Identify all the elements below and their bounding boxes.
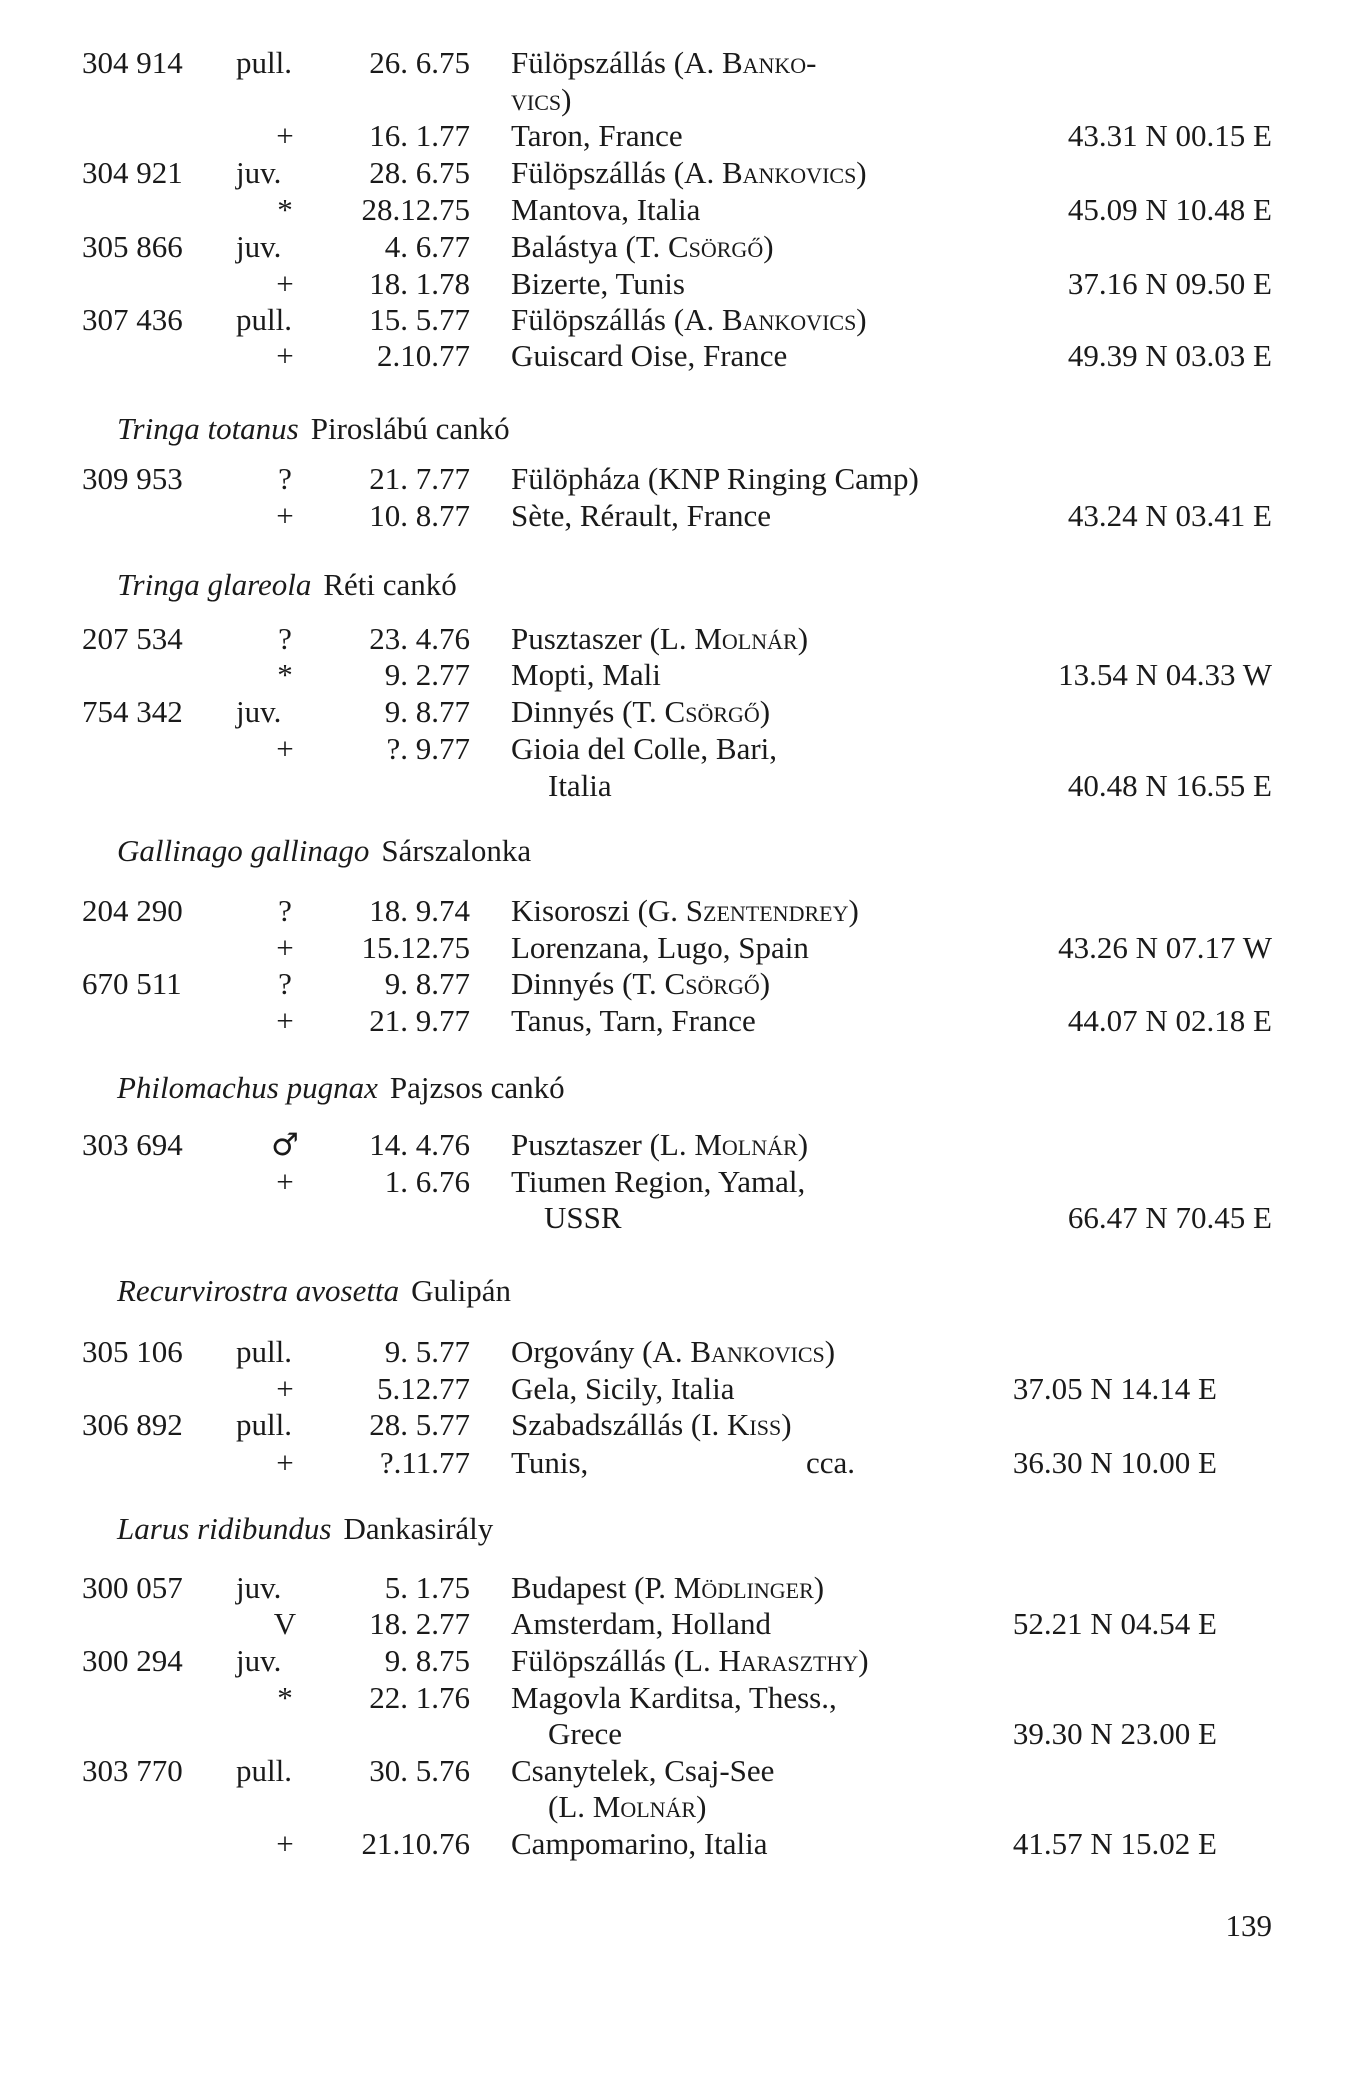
recovery-date: 16. 1.77: [369, 118, 470, 153]
record-line: [0, 1753, 1369, 1789]
recovery-line: [0, 118, 1369, 154]
ring-number: 670 511: [82, 966, 182, 1001]
recovery-line: [0, 731, 1369, 767]
coordinates: 43.26 N 07.17 W: [1058, 930, 1272, 965]
status-symbol: +: [276, 1164, 294, 1199]
ringing-place: Csanytelek, Csaj-See: [511, 1753, 775, 1788]
record-line: [0, 694, 1369, 730]
recovery-line: [0, 1680, 1369, 1716]
record-line: [0, 461, 1369, 497]
recovery-place: Taron, France: [511, 118, 683, 153]
coordinates: 49.39 N 03.03 E: [1067, 338, 1272, 373]
observer-name: Banko-: [721, 45, 817, 80]
coordinates: 45.09 N 10.48 E: [1067, 192, 1272, 227]
ringing-place: Fülöpszállás (A. Banko-: [511, 45, 817, 80]
coordinates: 43.31 N 00.15 E: [1067, 118, 1272, 153]
status-symbol: ?: [278, 893, 292, 928]
observer-name: Bankovics): [690, 1334, 836, 1369]
coordinates: 39.30 N 23.00 E: [1012, 1716, 1217, 1751]
coordinates: 40.48 N 16.55 E: [1067, 768, 1272, 803]
species-heading: [117, 410, 510, 448]
ringing-date: 9. 8.77: [384, 966, 470, 1001]
ringing-date: 23. 4.76: [369, 621, 470, 656]
ringing-date: 14. 4.76: [369, 1127, 470, 1162]
status-symbol: +: [276, 1003, 294, 1038]
coordinates: 36.30 N 10.00 E: [1012, 1445, 1217, 1480]
recovery-date: 18. 1.78: [369, 266, 470, 301]
ring-number: 309 953: [82, 461, 183, 496]
coordinates: 13.54 N 04.33 W: [1058, 657, 1272, 692]
ring-number: 754 342: [82, 694, 183, 729]
species-hungarian-name: Dankasirály: [343, 1511, 494, 1546]
record-line: [0, 229, 1369, 265]
species-heading: [117, 1069, 565, 1107]
species-latin-name: Philomachus pugnax: [117, 1070, 378, 1105]
page-number: 139: [1225, 1908, 1272, 1943]
recovery-place: Gioia del Colle, Bari,: [511, 731, 778, 766]
ringing-date: 30. 5.76: [369, 1753, 470, 1788]
recovery-line: [0, 1445, 1369, 1481]
ringing-place: Fülöpszállás (L. Haraszthy): [511, 1643, 869, 1678]
record-line: [0, 155, 1369, 191]
species-latin-name: Tringa glareola: [117, 567, 312, 602]
observer-name: Csörgő): [664, 966, 771, 1001]
status-symbol: +: [276, 118, 294, 153]
age-label: juv.: [236, 1570, 282, 1605]
status-symbol: +: [276, 338, 294, 373]
recovery-line: [0, 1826, 1369, 1862]
recovery-date: 21. 9.77: [369, 1003, 470, 1038]
age-label: pull.: [236, 302, 292, 337]
ringing-date: 28. 6.75: [369, 155, 470, 190]
recovery-date: 28.12.75: [361, 192, 470, 227]
ringing-place: (L. Molnár): [548, 1789, 707, 1824]
ringing-place: Szabadszállás (I. Kiss): [511, 1407, 792, 1442]
observer-name: vics): [511, 82, 572, 117]
recovery-place: Sète, Rérault, France: [511, 498, 771, 533]
recovery-place: Amsterdam, Holland: [511, 1606, 772, 1641]
observer-name: Molnár): [592, 1789, 707, 1824]
recovery-date: 5.12.77: [377, 1371, 470, 1406]
recovery-date: 15.12.75: [361, 930, 470, 965]
species-latin-name: Larus ridibundus: [117, 1511, 332, 1546]
age-label: juv.: [236, 155, 282, 190]
recovery-date: 18. 2.77: [369, 1606, 470, 1641]
ring-number: 304 921: [82, 155, 183, 190]
recovery-date: 10. 8.77: [369, 498, 470, 533]
recovery-date: 9. 2.77: [384, 657, 470, 692]
species-hungarian-name: Sárszalonka: [381, 833, 532, 868]
record-line: [0, 621, 1369, 657]
recovery-line: [0, 266, 1369, 302]
record-line: [0, 1570, 1369, 1606]
status-symbol: +: [276, 1826, 294, 1861]
species-heading: [117, 1272, 511, 1310]
age-label: juv.: [236, 1643, 282, 1678]
record-line: [0, 893, 1369, 929]
species-hungarian-name: Réti cankó: [323, 567, 457, 602]
status-symbol: *: [277, 657, 293, 692]
age-label: pull.: [236, 1407, 292, 1442]
ringing-place: Pusztaszer (L. Molnár): [511, 621, 809, 656]
recovery-place: Guiscard Oise, France: [511, 338, 788, 373]
recovery-line: [0, 338, 1369, 374]
ring-number: 204 290: [82, 893, 183, 928]
ring-number: 300 057: [82, 1570, 183, 1605]
ringing-date: 18. 9.74: [369, 893, 470, 928]
species-heading: [117, 566, 457, 604]
record-line: [0, 1789, 1369, 1825]
ringing-date: 5. 1.75: [384, 1570, 470, 1605]
observer-name: Mödlinger): [673, 1570, 825, 1605]
coordinates: 44.07 N 02.18 E: [1067, 1003, 1272, 1038]
ringing-date: 15. 5.77: [369, 302, 470, 337]
record-line: [0, 1407, 1369, 1443]
species-latin-name: Tringa totanus: [117, 411, 299, 446]
ring-number: 303 694: [82, 1127, 183, 1162]
ringing-place: Fülöpszállás (A. Bankovics): [511, 302, 867, 337]
ringing-date: 9. 8.75: [384, 1643, 470, 1678]
ring-number: 207 534: [82, 621, 183, 656]
ring-number: 306 892: [82, 1407, 183, 1442]
ringing-date: 9. 5.77: [384, 1334, 470, 1369]
approx-note: cca.: [806, 1445, 856, 1480]
ringing-place: Orgovány (A. Bankovics): [511, 1334, 836, 1369]
recovery-place: USSR: [544, 1200, 622, 1235]
age-label: juv.: [236, 694, 282, 729]
recovery-line: [0, 1606, 1369, 1642]
age-label: juv.: [236, 229, 282, 264]
observer-name: Bankovics): [721, 302, 867, 337]
age-label: pull.: [236, 1753, 292, 1788]
observer-name: Kiss): [727, 1407, 792, 1442]
ringing-date: 4. 6.77: [384, 229, 470, 264]
recovery-place: Grece: [548, 1716, 622, 1751]
recovery-place: Tunis,: [511, 1445, 589, 1480]
male-icon: ♂: [271, 1127, 299, 1163]
ringing-place: Budapest (P. Mödlinger): [511, 1570, 825, 1605]
ringing-place: Pusztaszer (L. Molnár): [511, 1127, 809, 1162]
species-latin-name: Recurvirostra avosetta: [117, 1273, 400, 1308]
coordinates: 52.21 N 04.54 E: [1012, 1606, 1217, 1641]
coordinates: 37.16 N 09.50 E: [1067, 266, 1272, 301]
species-hungarian-name: Piroslábú cankó: [310, 411, 510, 446]
recovery-place: Lorenzana, Lugo, Spain: [511, 930, 809, 965]
observer-name: Haraszthy): [718, 1643, 869, 1678]
status-symbol: ?: [278, 461, 292, 496]
ring-number: 303 770: [82, 1753, 183, 1788]
coordinates: 43.24 N 03.41 E: [1067, 498, 1272, 533]
ringing-place: Dinnyés (T. Csörgő): [511, 694, 771, 729]
record-line: [0, 302, 1369, 338]
status-symbol: *: [277, 1680, 293, 1715]
ringing-date: 26. 6.75: [369, 45, 470, 80]
recovery-date: 22. 1.76: [369, 1680, 470, 1715]
observer-name: Bankovics): [721, 155, 867, 190]
recovery-line: [0, 498, 1369, 534]
recovery-place: Mopti, Mali: [511, 657, 661, 692]
recovery-line: [0, 1200, 1369, 1236]
recovery-place: Campomarino, Italia: [511, 1826, 768, 1861]
observer-name: Molnár): [694, 1127, 809, 1162]
status-symbol: +: [276, 1445, 294, 1480]
status-symbol: V: [273, 1606, 297, 1641]
recovery-place: Italia: [548, 768, 612, 803]
ring-number: 305 866: [82, 229, 183, 264]
coordinates: 37.05 N 14.14 E: [1012, 1371, 1217, 1406]
record-line: [0, 82, 1369, 118]
record-line: [0, 1334, 1369, 1370]
ringing-place: Kisoroszi (G. Szentendrey): [511, 893, 859, 928]
ring-number: 300 294: [82, 1643, 183, 1678]
recovery-date: ?. 9.77: [386, 731, 470, 766]
status-symbol: *: [277, 192, 293, 227]
record-line: [0, 966, 1369, 1002]
ringing-place: Fülöpszállás (A. Bankovics): [511, 155, 867, 190]
observer-name: Molnár): [694, 621, 809, 656]
recovery-line: [0, 1371, 1369, 1407]
species-hungarian-name: Pajzsos cankó: [389, 1070, 565, 1105]
recovery-line: [0, 657, 1369, 693]
status-symbol: +: [276, 1371, 294, 1406]
recovery-line: [0, 1716, 1369, 1752]
recovery-place: Bizerte, Tunis: [511, 266, 685, 301]
ringing-date: 9. 8.77: [384, 694, 470, 729]
status-symbol: +: [276, 498, 294, 533]
ringing-place: Dinnyés (T. Csörgő): [511, 966, 771, 1001]
recovery-place: Gela, Sicily, Italia: [511, 1371, 735, 1406]
ringing-date: 21. 7.77: [369, 461, 470, 496]
ringing-date: 28. 5.77: [369, 1407, 470, 1442]
recovery-date: 21.10.76: [361, 1826, 470, 1861]
species-hungarian-name: Gulipán: [411, 1273, 511, 1308]
species-latin-name: Gallinago gallinago: [117, 833, 370, 868]
recovery-place: Magovla Karditsa, Thess.,: [511, 1680, 837, 1715]
status-symbol: ?: [278, 966, 292, 1001]
status-symbol: +: [276, 266, 294, 301]
recovery-line: [0, 1164, 1369, 1200]
recovery-line: [0, 930, 1369, 966]
observer-name: Szentendrey): [685, 893, 859, 928]
recovery-date: ?.11.77: [379, 1445, 470, 1480]
recovery-date: 1. 6.76: [384, 1164, 470, 1199]
recovery-line: [0, 768, 1369, 804]
recovery-line: [0, 1003, 1369, 1039]
ring-number: 305 106: [82, 1334, 183, 1369]
ringing-place: Fülöpháza (KNP Ringing Camp): [511, 461, 919, 496]
age-label: pull.: [236, 1334, 292, 1369]
recovery-place: Mantova, Italia: [511, 192, 701, 227]
status-symbol: +: [276, 930, 294, 965]
age-label: pull.: [236, 45, 292, 80]
observer-name: Csörgő): [664, 694, 771, 729]
coordinates: 41.57 N 15.02 E: [1012, 1826, 1217, 1861]
coordinates: 66.47 N 70.45 E: [1067, 1200, 1272, 1235]
species-heading: [117, 1510, 493, 1548]
recovery-place: Tanus, Tarn, France: [511, 1003, 756, 1038]
status-symbol: ?: [278, 621, 292, 656]
recovery-date: 2.10.77: [377, 338, 470, 373]
record-line: [0, 45, 1369, 81]
recovery-place: Tiumen Region, Yamal,: [511, 1164, 806, 1199]
ringing-place: Balástya (T. Csörgő): [511, 229, 774, 264]
record-line: [0, 1643, 1369, 1679]
recovery-line: [0, 192, 1369, 228]
status-symbol: +: [276, 731, 294, 766]
record-line: [0, 1127, 1369, 1163]
ring-number: 307 436: [82, 302, 183, 337]
species-heading: [117, 832, 531, 870]
observer-name: Csörgő): [667, 229, 774, 264]
ring-number: 304 914: [82, 45, 183, 80]
